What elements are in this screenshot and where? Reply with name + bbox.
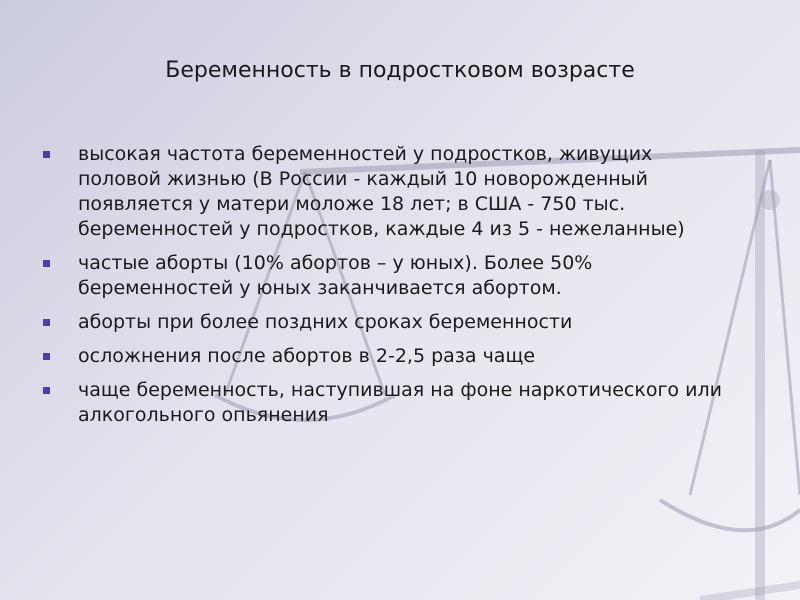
square-bullet-icon xyxy=(43,151,50,158)
bullet-list xyxy=(40,142,740,437)
bullet-text: аборты при более поздних сроках беременности xyxy=(78,311,573,333)
bullet-text: высокая частота беременностей у подростков, живущих половой жизнью (В России - каждый 10 новорожденный появляется у матери моложе 18 лет; в США - 750 тыс. беременностей у подростков, каждые 4 из 5 - нежеланные) xyxy=(78,143,685,240)
list-item xyxy=(40,142,740,242)
slide-title: Беременность в подростковом возрасте xyxy=(165,58,635,83)
list-item xyxy=(40,378,740,428)
square-bullet-icon xyxy=(43,387,50,394)
list-item xyxy=(40,251,740,301)
square-bullet-icon xyxy=(43,260,50,267)
bullet-text: чаще беременность, наступившая на фоне наркотического или алкогольного опьянения xyxy=(78,379,722,426)
list-item xyxy=(40,310,740,335)
square-bullet-icon xyxy=(43,353,50,360)
list-item xyxy=(40,344,740,369)
bullet-text: осложнения после абортов в 2-2,5 раза чаще xyxy=(78,345,536,367)
square-bullet-icon xyxy=(43,319,50,326)
bullet-text: частые аборты (10% абортов – у юных). Более 50% беременностей у юных заканчивается абортом. xyxy=(78,252,593,299)
